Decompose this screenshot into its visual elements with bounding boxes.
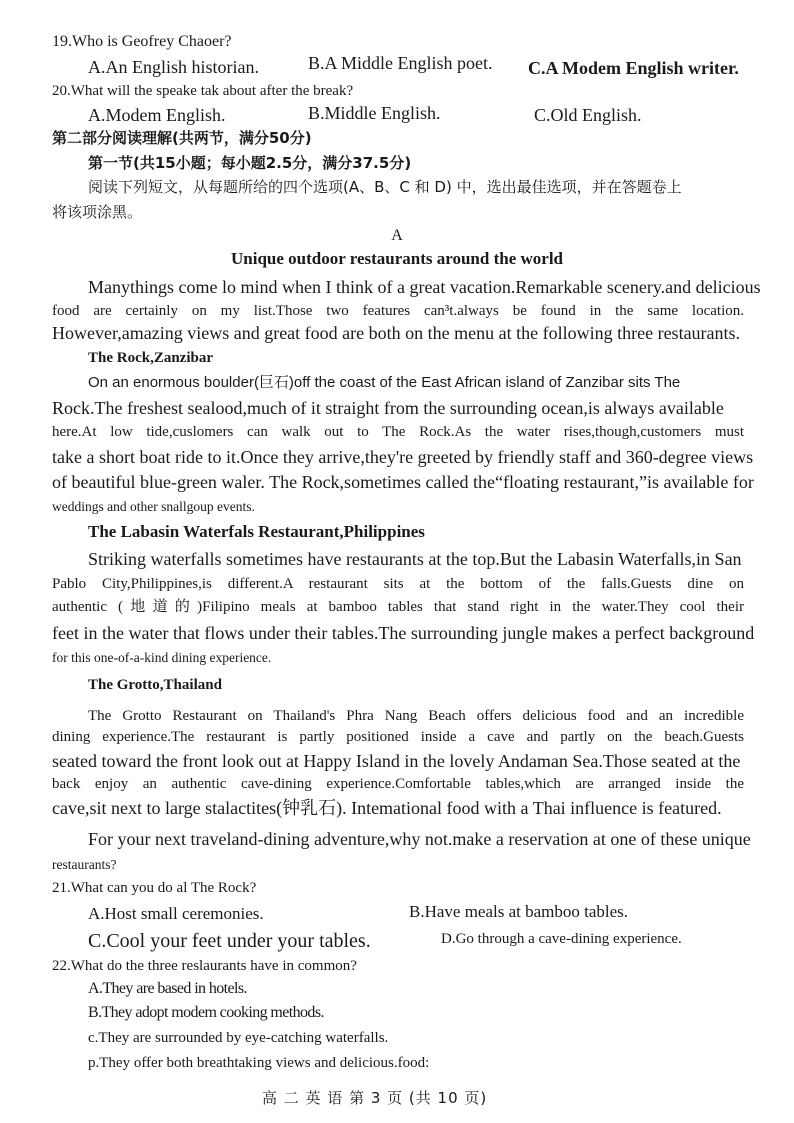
q21-stem: 21.What can you do al The Rock? <box>52 880 257 896</box>
instructions-line-1: 阅读下列短文，从每题所给的四个选项(A、B、C 和 D) 中，选出最佳选项，并在答题卷上 <box>88 178 682 196</box>
q22-option-c: c.They are surrounded by eye-catching waterfalls. <box>88 1030 389 1046</box>
intro-line-3: However,amazing views and great food are both on the menu at the following three restaurants. <box>52 323 741 343</box>
q22-option-b: B.They adopt modem cooking methods. <box>88 1004 324 1021</box>
passage-title: Unique outdoor restaurants around the world <box>230 249 564 268</box>
q21-option-c: C.Cool your feet under your tables. <box>88 930 371 952</box>
labasin-line-5: for this one-of-a-kind dining experience. <box>52 650 272 665</box>
intro-line-1: Manythings come lo mind when I think of a great vacation.Remarkable scenery.and delicious <box>88 277 761 297</box>
q21-option-b: B.Have meals at bamboo tables. <box>409 902 629 921</box>
labasin-heading: The Labasin Waterfals Restaurant,Philippines <box>88 522 425 541</box>
grotto-line-3: seated toward the front look out at Happy Island in the lovely Andaman Sea.Those seated at the <box>52 751 741 771</box>
page-footer: 高 二 英 语 第 3 页 (共 10 页) <box>262 1089 488 1107</box>
grotto-line-2: dining experience.The restaurant is partly positioned inside a cave and partly on the beach.Guests <box>52 729 744 745</box>
q21-option-d: D.Go through a cave-dining experience. <box>441 931 682 947</box>
q19-option-a: A.An English historian. <box>88 57 259 77</box>
q19-option-b: B.A Middle English poet. <box>308 53 493 73</box>
q19-option-c: C.A Modem English writer. <box>528 58 739 78</box>
passage-letter: A <box>391 227 403 244</box>
grotto-line-4: back enjoy an authentic cave-dining experience.Comfortable tables,which are arranged inside the <box>52 776 744 792</box>
rock-line-6: weddings and other snallgoup events. <box>52 499 255 514</box>
intro-line-2: food are certainly on my list.Those two features can³t.always be found in the same location. <box>52 303 744 319</box>
rock-line-3: here.At low tide,cuslomers can walk out to The Rock.As the water rises,though,customers must <box>52 424 744 440</box>
outro-line-1: For your next traveland-dining adventure,why not.make a reservation at one of these unique <box>88 829 751 849</box>
grotto-line-1: The Grotto Restaurant on Thailand's Phra Nang Beach offers delicious food and an incredible <box>88 708 744 724</box>
rock-heading: The Rock,Zanzibar <box>88 350 214 366</box>
q20-option-a: A.Modem English. <box>88 105 226 125</box>
q20-option-c: C.Old English. <box>534 105 642 125</box>
outro-line-2: restaurants? <box>52 857 117 872</box>
section1-heading: 第一节(共15小题；每小题2.5分，满分37.5分) <box>88 154 412 172</box>
rock-line-2: Rock.The freshest sealood,much of it straight from the surrounding ocean,is always available <box>52 398 724 418</box>
q22-option-d: p.They offer both breathtaking views and delicious.food: <box>88 1055 430 1071</box>
q19-stem: 19.Who is Geofrey Chaoer? <box>52 33 232 50</box>
q20-option-b: B.Middle English. <box>308 103 441 123</box>
q22-option-a: A.They are based in hotels. <box>88 980 247 997</box>
q22-stem: 22.What do the three reslaurants have in common? <box>52 958 357 974</box>
labasin-line-4: feet in the water that flows under their tables.The surrounding jungle makes a perfect background <box>52 623 755 643</box>
rock-line-1: On an enormous boulder(巨石)off the coast of the East African island of Zanzibar sits The <box>88 374 681 391</box>
rock-line-4: take a short boat ride to it.Once they arrive,they're greeted by friendly staff and 360-degree views <box>52 447 754 467</box>
part2-heading: 第二部分阅读理解(共两节，满分50分) <box>52 129 312 147</box>
labasin-line-1: Striking waterfalls sometimes have restaurants at the top.But the Labasin Waterfalls,in San <box>88 549 742 569</box>
labasin-line-2: Pablo City,Philippines,is different.A restaurant sits at the bottom of the falls.Guests dine on <box>52 576 744 592</box>
q20-stem: 20.What will the speake tak about after the break? <box>52 83 354 99</box>
rock-line-5: of beautiful blue-green waler. The Rock,sometimes called the“floating restaurant,”is available for <box>52 472 754 492</box>
q21-option-a: A.Host small ceremonies. <box>88 904 264 923</box>
grotto-line-5: cave,sit next to large stalactites(钟乳石). Intemational food with a Thai influence is featured. <box>52 798 722 818</box>
grotto-heading: The Grotto,Thailand <box>88 677 222 693</box>
labasin-line-3: authentic (地道的)Filipino meals at bamboo tables that stand right in the water.They cool their <box>52 599 744 615</box>
instructions-line-2: 将该项涂黑。 <box>52 203 143 221</box>
